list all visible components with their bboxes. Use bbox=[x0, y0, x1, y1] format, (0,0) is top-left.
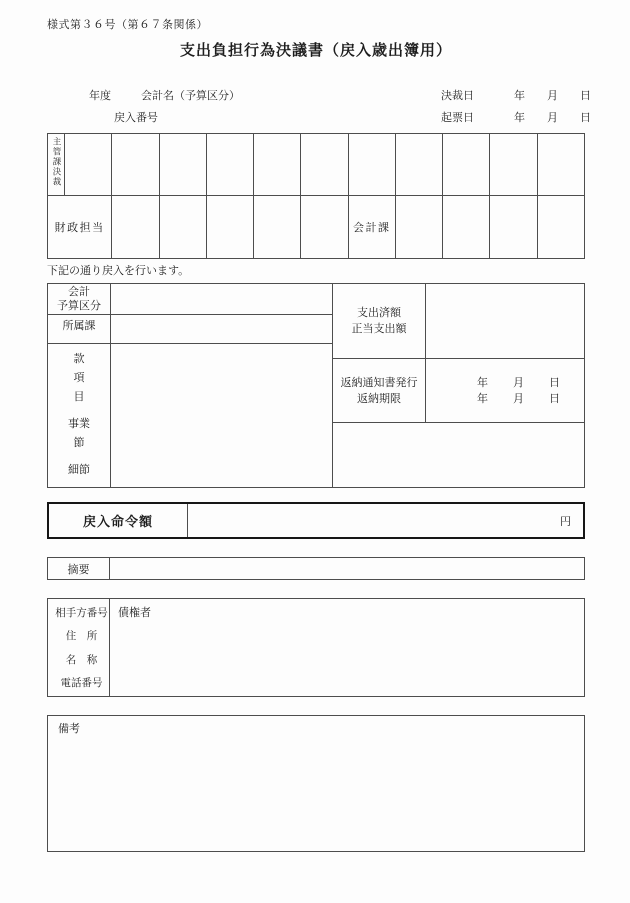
paid-amount-value bbox=[426, 284, 585, 359]
return-notice-label: 返納通知書発行 返納期限 bbox=[333, 359, 426, 423]
payee-name-label: 名 称 bbox=[65, 653, 98, 666]
summary-value bbox=[110, 558, 584, 579]
stamp-cell bbox=[301, 134, 348, 196]
remarks-box bbox=[47, 715, 585, 852]
budget-right-table bbox=[332, 283, 585, 488]
payee-value-area bbox=[110, 599, 584, 696]
issue-date-day-label: 日 bbox=[580, 111, 591, 124]
summary-label: 摘要 bbox=[48, 558, 110, 579]
return-order-amount-label: 戻入命令額 bbox=[49, 504, 188, 537]
stamp-cell bbox=[348, 134, 395, 196]
right-bottom-empty-cell bbox=[333, 423, 585, 488]
budget-details-table bbox=[47, 283, 585, 487]
stamp-cell bbox=[537, 134, 584, 196]
budget-item-jigyou: 事業 bbox=[68, 417, 90, 430]
stamp-cell bbox=[65, 134, 112, 196]
approval-date-day-label: 日 bbox=[580, 89, 591, 102]
budget-item-moku: 目 bbox=[73, 390, 85, 403]
notice-issue-date: 年 月 日 bbox=[477, 375, 560, 389]
budget-items-value bbox=[111, 344, 333, 488]
remarks-label: 備考 bbox=[58, 722, 80, 735]
stamp-cell bbox=[112, 134, 159, 196]
stamp-cell bbox=[537, 196, 584, 259]
account-name-label: 会計名（予算区分） bbox=[141, 89, 240, 102]
issue-date-month-label: 月 bbox=[547, 111, 558, 124]
budget-items-labels bbox=[48, 344, 111, 488]
stamp-cell bbox=[206, 134, 253, 196]
stamp-cell bbox=[159, 134, 206, 196]
payee-number-label: 相手方番号 bbox=[55, 607, 108, 620]
page-title: 支出負担行為決議書（戻入歳出簿用） bbox=[179, 41, 452, 59]
chief-section-approval-label: 主管課決裁 bbox=[48, 134, 65, 196]
accounting-section-label: 会計課 bbox=[348, 196, 395, 259]
section-label: 所属課 bbox=[48, 315, 111, 344]
stamp-cell bbox=[254, 134, 301, 196]
stamp-cell bbox=[395, 196, 442, 259]
stamp-cell bbox=[112, 196, 159, 259]
approval-date-month-label: 月 bbox=[547, 89, 558, 102]
stamp-cell bbox=[159, 196, 206, 259]
return-order-amount-value bbox=[188, 504, 583, 537]
return-order-amount-box bbox=[47, 502, 585, 539]
budget-item-saisetsu: 細節 bbox=[68, 463, 90, 476]
intro-text: 下記の通り戻入を行います。 bbox=[47, 264, 190, 277]
form-number: 様式第３６号（第６７条関係） bbox=[47, 18, 208, 31]
summary-row bbox=[47, 557, 585, 580]
yen-unit-label: 円 bbox=[560, 514, 571, 528]
budget-item-setsu: 節 bbox=[73, 436, 85, 449]
issue-date-label: 起票日 bbox=[441, 111, 474, 124]
fiscal-year-label: 年度 bbox=[89, 89, 111, 102]
creditor-label: 債権者 bbox=[118, 606, 151, 619]
payee-phone-label: 電話番号 bbox=[60, 676, 103, 689]
stamp-cell bbox=[443, 196, 490, 259]
return-notice-dates bbox=[426, 359, 585, 423]
budget-item-kan: 款 bbox=[73, 352, 85, 365]
approval-stamp-table bbox=[47, 133, 585, 259]
stamp-cell bbox=[490, 196, 537, 259]
account-division-value bbox=[111, 284, 333, 315]
stamp-cell bbox=[206, 196, 253, 259]
payee-box bbox=[47, 598, 585, 697]
budget-left-table bbox=[47, 283, 333, 488]
stamp-cell bbox=[254, 196, 301, 259]
paid-amount-label: 支出済額 正当支出額 bbox=[333, 284, 426, 359]
issue-date-year-label: 年 bbox=[514, 111, 525, 124]
stamp-cell bbox=[443, 134, 490, 196]
budget-item-kou: 項 bbox=[73, 371, 85, 384]
payee-address-label: 住 所 bbox=[65, 630, 98, 643]
stamp-cell bbox=[490, 134, 537, 196]
payee-labels bbox=[48, 599, 110, 696]
stamp-cell bbox=[395, 134, 442, 196]
finance-officer-label: 財政担当 bbox=[48, 196, 112, 259]
return-number-label: 戻入番号 bbox=[114, 111, 158, 124]
section-value bbox=[111, 315, 333, 344]
account-division-label: 会計 予算区分 bbox=[48, 284, 111, 315]
stamp-cell bbox=[301, 196, 348, 259]
return-deadline-date: 年 月 日 bbox=[477, 391, 560, 405]
approval-date-year-label: 年 bbox=[514, 89, 525, 102]
approval-date-label: 決裁日 bbox=[441, 89, 474, 102]
